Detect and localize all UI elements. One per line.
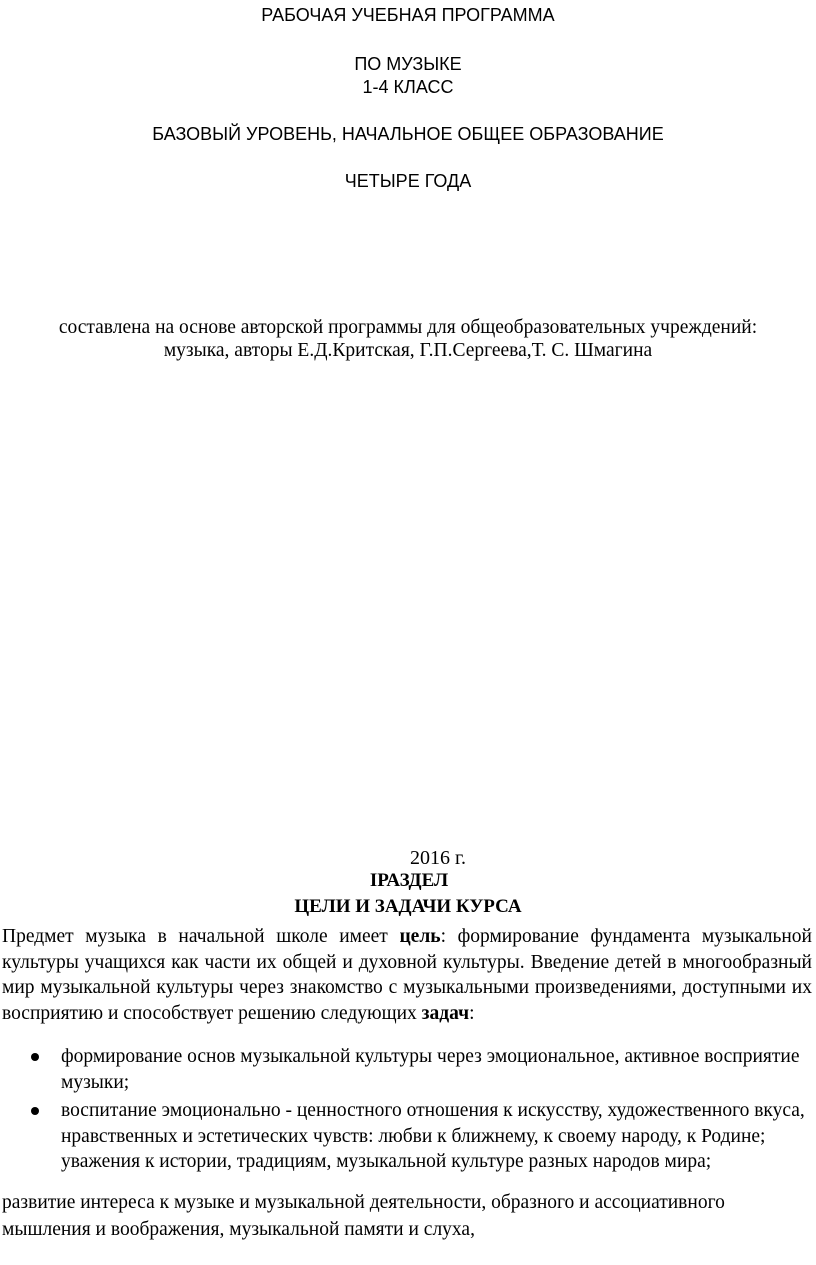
list-item-text: формирование основ музыкальной культуры через эмоциональное, активное восприятие музыки;	[61, 1046, 800, 1093]
intro-part-2: : формирование фундамента музыкальной культуры учащихся как части их общей и духовной культуры. Введение детей в многообразный мир музыкальной культуры через знакомство с музыкальными произведениями, доступными их восприятию и способствует решению следующих	[2, 926, 812, 1024]
based-on-line-1: составлена на основе авторской программы для общеобразовательных учреждений:	[58, 317, 758, 338]
title-line-duration: ЧЕТЫРЕ ГОДА	[344, 171, 472, 191]
intro-part-1: Предмет музыка в начальной школе имеет	[2, 926, 400, 947]
title-line-program: РАБОЧАЯ УЧЕБНАЯ ПРОГРАММА	[261, 5, 555, 25]
title-line-level: БАЗОВЫЙ УРОВЕНЬ, НАЧАЛЬНОЕ ОБЩЕЕ ОБРАЗОВАНИЕ	[152, 124, 664, 144]
year-text: 2016 г.	[410, 847, 466, 869]
bullet-icon	[31, 1053, 39, 1061]
intro-paragraph	[2, 924, 812, 1026]
based-on-line-2: музыка, авторы Е.Д.Критская, Г.П.Сергеева,Т. С. Шмагина	[163, 340, 653, 361]
section-heading: ЦЕЛИ И ЗАДАЧИ КУРСА	[294, 896, 522, 917]
title-line-subject: ПО МУЗЫКЕ	[354, 54, 462, 74]
intro-tasks-word: задач	[421, 1002, 470, 1024]
list-item	[0, 1098, 816, 1175]
tasks-list	[0, 1044, 816, 1178]
intro-goal-word: цель	[399, 926, 441, 947]
title-line-grades: 1-4 КЛАСС	[362, 77, 454, 97]
tail-paragraph: развитие интереса к музыке и музыкальной деятельности, образного и ассоциативного мышления и воображения, музыкальной памяти и слуха,	[2, 1192, 725, 1240]
section-label	[0, 869, 816, 893]
list-item	[0, 1044, 816, 1095]
section-label-text: IРАЗДЕЛ	[369, 870, 449, 891]
bullet-icon	[31, 1107, 39, 1115]
year-label	[0, 846, 816, 870]
intro-part-3: :	[469, 1002, 475, 1024]
list-item-text: воспитание эмоционально - ценностного отношения к искусству, художественного вкуса, нравственных и эстетических чувств: любви к ближнему, к своему народу, к Родине; уважения к истории, традициям, музыкальной культуре разных народов мира;	[61, 1100, 805, 1172]
